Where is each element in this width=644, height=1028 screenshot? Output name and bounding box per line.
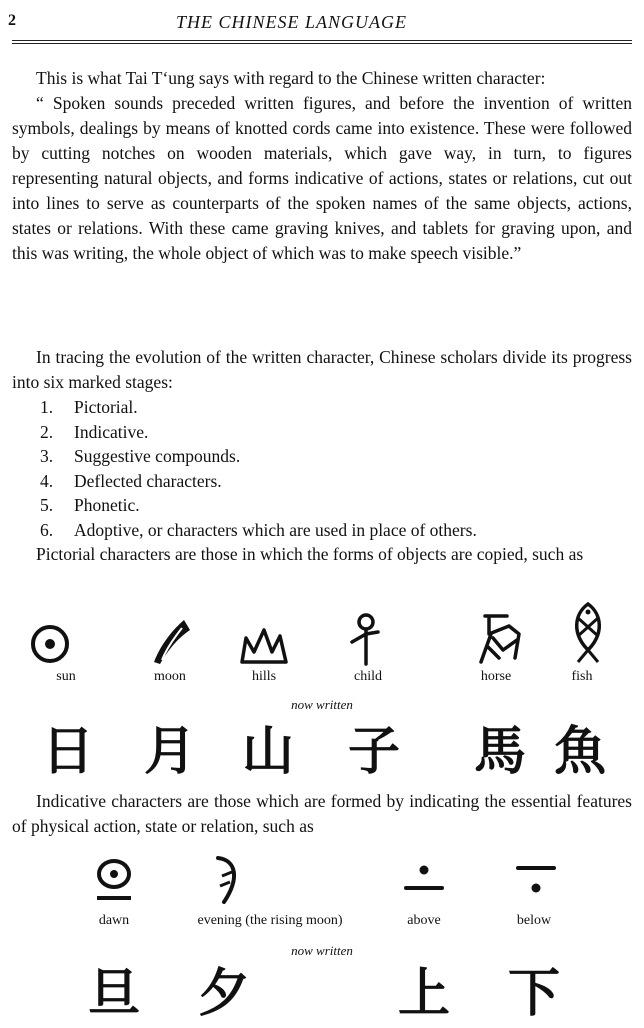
pictorial-intro: Pictorial characters are those in which the forms of objects are copied, such as — [36, 544, 584, 564]
caption-dawn: dawn — [98, 913, 130, 928]
quote-paragraph: “ Spoken sounds preceded written figures, and before the invention of written symbols, dealings by means of knotted cords came into existence. These were followed by cutting notches on wooden materials, which gave way, in turn, to figures representing natural objects, and forms indicative of actions, states or relations, cut out into lines to serve as counterparts of the spoken names of the same objects, actions, states or relations. With these came graving knives, and tablets for graving upon, and this was writing, the whole object of which was to make speech visible.” — [12, 93, 632, 263]
hills-glyph-icon — [232, 622, 296, 666]
indicative-intro: Indicative characters are those which are formed by indicating the essential features of physical action, state or relation, such as — [12, 791, 632, 836]
caption-below: below — [516, 913, 552, 928]
list-item: 1. Pictorial. — [40, 397, 138, 417]
page-number: 2 — [8, 12, 16, 29]
horse-glyph-icon — [468, 610, 534, 668]
evening-glyph-icon — [196, 852, 256, 908]
child-glyph-icon — [336, 612, 392, 670]
indicative-section — [12, 789, 632, 839]
modern-char-below: 下 — [507, 964, 560, 1024]
list-item: 4. Deflected characters. — [40, 470, 222, 491]
dawn-glyph-icon — [84, 856, 144, 904]
above-glyph-icon — [396, 860, 452, 900]
modern-char-fish: 魚 — [553, 722, 606, 782]
caption-moon: moon — [154, 669, 186, 684]
list-item: 3. Suggestive compounds. — [40, 446, 241, 466]
header-rule-lower — [12, 43, 632, 44]
moon-glyph-icon — [140, 616, 200, 668]
list-item: 6. Adoptive, or characters which are used in place of others. — [40, 519, 477, 540]
caption-evening: evening (the rising moon) — [197, 913, 343, 928]
modern-char-child: 子 — [347, 722, 400, 782]
caption-child: child — [354, 669, 382, 684]
opening-text — [12, 66, 632, 266]
caption-fish: fish — [571, 669, 593, 684]
modern-char-dawn: 旦 — [87, 964, 140, 1024]
fish-glyph-icon — [558, 600, 618, 666]
now-written-label: now written — [291, 697, 353, 712]
modern-char-moon: 月 — [143, 722, 196, 782]
modern-char-above: 上 — [397, 964, 450, 1024]
caption-hills: hills — [251, 669, 277, 684]
modern-char-sun: 日 — [41, 722, 94, 782]
modern-char-evening: 夕 — [197, 964, 250, 1024]
stages-section — [12, 345, 632, 567]
caption-sun: sun — [56, 669, 76, 684]
modern-char-hills: 山 — [241, 722, 294, 782]
modern-char-horse: 馬 — [473, 722, 526, 782]
below-glyph-icon — [508, 860, 564, 900]
tracing-paragraph: In tracing the evolution of the written character, Chinese scholars divide its progress into six marked stages: — [12, 347, 632, 392]
caption-horse: horse — [480, 669, 512, 684]
caption-above: above — [407, 913, 441, 928]
header-rule — [12, 40, 632, 41]
list-item: 2. Indicative. — [40, 421, 149, 442]
list-item: 5. Phonetic. — [40, 495, 140, 515]
intro-paragraph: This is what Tai T‘ung says with regard to the Chinese written character: — [36, 68, 546, 88]
stages-list — [12, 395, 632, 542]
now-written-label-2: now written — [291, 943, 353, 958]
sun-glyph-icon — [22, 622, 78, 666]
running-head: THE CHINESE LANGUAGE — [176, 12, 407, 32]
